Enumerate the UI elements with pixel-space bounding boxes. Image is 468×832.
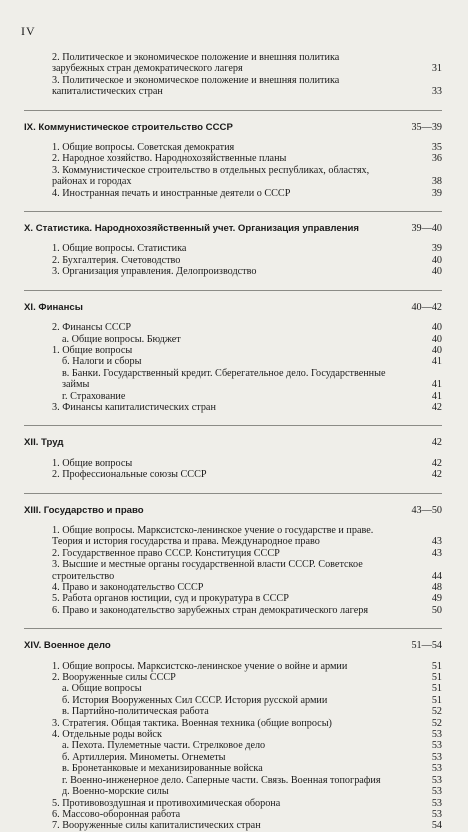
toc-entry: [24, 243, 442, 254]
entry-title: 4. Право и законодательство СССР: [52, 582, 204, 593]
entry-page-number: 31: [431, 63, 442, 75]
toc-entry: [24, 75, 442, 98]
entry-title: д. Военно-морские силы: [62, 786, 169, 798]
toc-entry: [24, 458, 442, 469]
section-divider: [24, 110, 442, 111]
entry-page-number: 41: [431, 390, 442, 402]
entry-title: в. Бронетанковые и механизированные войска: [62, 763, 263, 775]
toc-entry: [24, 469, 442, 480]
section-title: X. Статистика. Народнохозяйственный учет. Организация управления: [24, 223, 360, 235]
entry-title: 6. Право и законодательство зарубежных стран демократического лагеря: [52, 604, 368, 616]
entry-page-number: 41: [431, 379, 442, 391]
entry-page-number: 40: [431, 266, 442, 278]
entry-page-number: 40—42: [411, 301, 442, 313]
section-heading: [24, 505, 442, 516]
toc-entry: [24, 740, 442, 751]
entry-title: 2. Вооруженные силы СССР: [52, 672, 176, 684]
entry-title: 1. Общие вопросы. Марксистско-ленинское учение о войне и армии: [52, 660, 348, 672]
entry-title: 2. Государственное право СССР. Конституция СССР: [52, 547, 280, 559]
entry-page-number: 43—50: [411, 504, 442, 516]
section-title: XIII. Государство и право: [24, 504, 144, 516]
toc-entry: [24, 706, 442, 717]
entry-page-number: 54: [431, 820, 442, 832]
toc-entry: [24, 786, 442, 797]
entry-title: 4. Иностранная печать и иностранные деятели о СССР: [52, 187, 291, 199]
entry-page-number: 53: [431, 740, 442, 752]
toc-entry: [24, 255, 442, 266]
toc-entry: [24, 266, 442, 277]
entry-page-number: 38: [431, 176, 442, 188]
entry-page-number: 40: [431, 322, 442, 334]
section-title: XIV. Военное дело: [24, 640, 111, 652]
toc-entry: [24, 165, 442, 188]
entry-title: 2. Бухгалтерия. Счетоводство: [52, 254, 181, 266]
entry-page-number: 40: [431, 254, 442, 266]
section-divider: [24, 628, 442, 629]
entry-page-number: 53: [431, 751, 442, 763]
section-divider: [24, 290, 442, 291]
entry-title: б. Налоги и сборы: [62, 356, 142, 368]
toc-entry: [24, 672, 442, 683]
section-divider: [24, 425, 442, 426]
entry-page-number: 52: [431, 717, 442, 729]
entry-title: 2. Народное хозяйство. Народнохозяйственные планы: [52, 153, 287, 165]
toc-entry: [24, 683, 442, 694]
toc-entry: [24, 368, 442, 391]
section-heading: [24, 122, 442, 133]
toc-entry: [24, 391, 442, 402]
entry-title: 7. Вооруженные силы капиталистических стран: [52, 820, 261, 832]
toc-entry: [24, 729, 442, 740]
toc-entry: [24, 593, 442, 604]
entry-title: 2. Политическое и экономическое положение и внешняя политика зарубежных стран демократического лагеря: [52, 52, 340, 75]
entry-title: г. Страхование: [62, 390, 126, 402]
toc-entry: [24, 605, 442, 616]
entry-title: 3. Коммунистическое строительство в отдельных республиках, областях, районах и городах: [52, 164, 370, 188]
toc-entry: [24, 548, 442, 559]
toc-entry: [24, 775, 442, 786]
entry-page-number: 51: [431, 672, 442, 684]
table-of-contents: [24, 52, 442, 832]
entry-page-number: 51: [431, 694, 442, 706]
entry-page-number: 42: [431, 457, 442, 469]
entry-page-number: 40: [431, 333, 442, 345]
entry-title: б. История Вооруженных Сил СССР. История русской армии: [62, 694, 328, 706]
toc-entry: [24, 322, 442, 333]
entry-title: 1. Общие вопросы. Статистика: [52, 243, 187, 255]
entry-title: 4. Отдельные роды войск: [52, 729, 162, 741]
entry-page-number: 42: [431, 437, 442, 449]
toc-entry: [24, 345, 442, 356]
entry-page-number: 49: [431, 593, 442, 605]
entry-page-number: 33: [431, 86, 442, 98]
entry-page-number: 50: [431, 604, 442, 616]
entry-title: г. Военно-инженерное дело. Саперные части. Связь. Военная топография: [62, 774, 381, 786]
toc-entry: [24, 695, 442, 706]
entry-title: 2. Профессиональные союзы СССР: [52, 469, 207, 481]
section-heading: [24, 223, 442, 234]
entry-page-number: 36: [431, 153, 442, 165]
entry-page-number: 53: [431, 786, 442, 798]
entry-page-number: 39—40: [411, 223, 442, 235]
entry-page-number: 51—54: [411, 640, 442, 652]
section-heading: [24, 302, 442, 313]
entry-title: в. Банки. Государственный кредит. Сберегательное дело. Государственные займы: [62, 367, 386, 391]
section-title: IX. Коммунистическое строительство СССР: [24, 121, 233, 133]
entry-title: 5. Работа органов юстиции, суд и прокуратура в СССР: [52, 593, 289, 605]
entry-page-number: 40: [431, 344, 442, 356]
toc-entry: [24, 402, 442, 413]
section-title: XII. Труд: [24, 437, 64, 449]
toc-entry: [24, 718, 442, 729]
toc-entry: [24, 763, 442, 774]
entry-page-number: 53: [431, 808, 442, 820]
toc-entry: [24, 582, 442, 593]
entry-title: 3. Высшие и местные органы государственной власти СССР. Советское строительство: [52, 559, 363, 582]
entry-title: б. Артиллерия. Минометы. Огнеметы: [62, 751, 226, 763]
entry-title: а. Общие вопросы. Бюджет: [62, 333, 181, 345]
entry-page-number: 42: [431, 401, 442, 413]
entry-page-number: 39: [431, 243, 442, 255]
entry-page-number: 35—39: [411, 121, 442, 133]
entry-title: 1. Общие вопросы: [52, 344, 133, 356]
entry-title: 2. Финансы СССР: [52, 322, 132, 334]
toc-entry: [24, 661, 442, 672]
entry-page-number: 41: [431, 356, 442, 368]
entry-page-number: 44: [431, 570, 442, 582]
entry-title: 1. Общие вопросы: [52, 457, 133, 469]
section-title: XI. Финансы: [24, 301, 83, 313]
entry-title: в. Партийно-политическая работа: [62, 706, 209, 718]
toc-entry: [24, 820, 442, 831]
section-heading: [24, 640, 442, 651]
entry-page-number: 51: [431, 660, 442, 672]
toc-entry: [24, 52, 442, 75]
entry-title: 1. Общие вопросы. Советская демократия: [52, 142, 235, 154]
toc-entry: [24, 525, 442, 548]
entry-title: 3. Политическое и экономическое положение и внешняя политика капиталистических стран: [52, 74, 340, 98]
entry-title: 5. Противовоздушная и противохимическая оборона: [52, 797, 281, 809]
entry-page-number: 53: [431, 763, 442, 775]
toc-entry: [24, 334, 442, 345]
toc-entry: [24, 142, 442, 153]
entry-title: а. Пехота. Пулеметные части. Стрелковое дело: [62, 740, 266, 752]
entry-page-number: 53: [431, 797, 442, 809]
toc-entry: [24, 809, 442, 820]
entry-page-number: 43: [431, 547, 442, 559]
section-divider: [24, 211, 442, 212]
section-heading: [24, 437, 442, 448]
entry-title: 3. Организация управления. Делопроизводство: [52, 266, 257, 278]
entry-page-number: 48: [431, 582, 442, 593]
entry-title: 1. Общие вопросы. Марксистско-ленинское учение о государстве и праве. Теория и история государства и права. Международное право: [52, 524, 374, 548]
toc-entry: [24, 798, 442, 809]
page-number: IV: [21, 24, 36, 38]
entry-page-number: 51: [431, 683, 442, 695]
toc-entry: [24, 752, 442, 763]
entry-page-number: 43: [431, 536, 442, 548]
entry-page-number: 52: [431, 706, 442, 718]
entry-page-number: 53: [431, 774, 442, 786]
toc-entry: [24, 356, 442, 367]
entry-title: 3. Стратегия. Общая тактика. Военная техника (общие вопросы): [52, 717, 332, 729]
entry-title: а. Общие вопросы: [62, 683, 142, 695]
entry-page-number: 53: [431, 729, 442, 741]
entry-page-number: 35: [431, 142, 442, 154]
toc-entry: [24, 188, 442, 199]
entry-title: 6. Массово-оборонная работа: [52, 808, 181, 820]
entry-page-number: 42: [431, 469, 442, 481]
toc-entry: [24, 559, 442, 582]
toc-entry: [24, 153, 442, 164]
section-divider: [24, 493, 442, 494]
entry-page-number: 39: [431, 187, 442, 199]
entry-title: 3. Финансы капиталистических стран: [52, 401, 216, 413]
